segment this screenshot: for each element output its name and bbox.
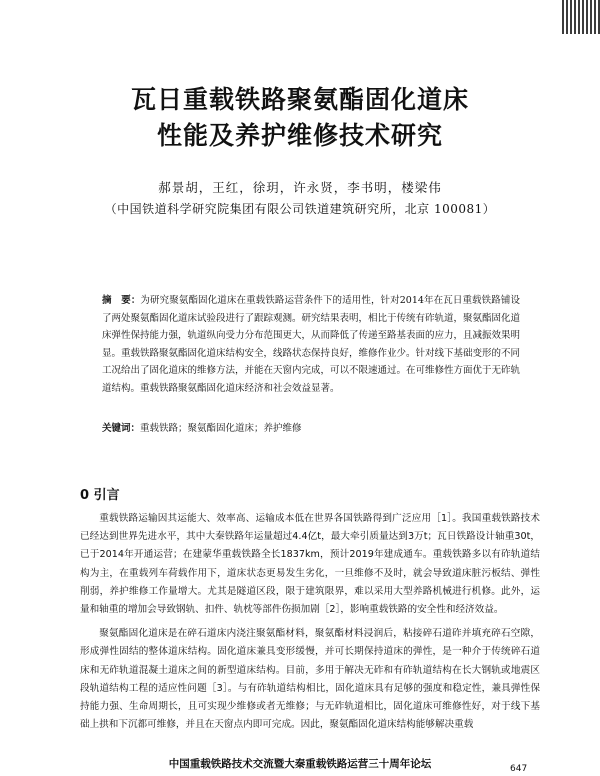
body-paragraph: 重载铁路运输因其运能大、效率高、运输成本低在世界各国铁路得到广泛应用［1］。我国重载铁路技术已经达到世界先进水平，其中大秦铁路年运量超过4.4亿t，最大牵引质量达到3万t；瓦日铁路设计轴重30t，已于2014年开通运营；在建蒙华重载铁路全长1837km，预计2019年建成通车。重载铁路多以有砟轨道结构为主，在重载列车荷载作用下，道床状态更易发生劣化，一旦维修不及时，就会导致道床脏污板结、弹性削弱，养护维修工作量增大。尤其是隧道区段，限于建筑限界，难以采用大型养路机械进行机修。此外，运量和轴重的增加会导致钢轨、扣件、轨枕等部件伤损加剧［2］，影响重载铁路的安全性和经济效益。 <box>80 513 540 616</box>
keywords-text: 重载铁路；聚氨酯固化道床；养护维修 <box>140 423 302 434</box>
body-paragraph: 聚氨酯固化道床是在碎石道床内浇注聚氨酯材料，聚氨酯材料浸润后，粘接碎石道砟并填充碎石空隙，形成弹性固结的整体道床结构。固化道床兼具变形缓慢，并可长期保持道床的弹性，是一种介于传统碎石道床和无砟轨道混凝土道床之间的新型道床结构。目前，多用于解决无砟和有砟轨道结构在长大钢轨或地震区段轨道结构工程的适应性问题［3］。与有砟轨道结构相比，固化道床具有足够的强度和稳定性，兼具弹性保持能力强、生命周期长，且可实现少维修或者无维修；与无砟轨道相比，固化道床可维修性好，对于线下基础上拱和下沉都可维修，并且在天窗点内即可完成。因此，聚氨酯固化道床结构能够解决重载 <box>80 628 540 731</box>
abstract <box>102 292 520 397</box>
keywords-label: 关键词： <box>102 423 141 434</box>
abstract-label: 摘 要： <box>102 295 141 306</box>
keywords <box>102 421 520 437</box>
abstract-text: 为研究聚氨酯固化道床在重载铁路运营条件下的适用性，针对2014年在瓦日重载铁路铺设了两处聚氨酯固化道床试验段进行了跟踪观测。研究结果表明，相比于传统有砟轨道，聚氨酯固化道床弹性保持能力强，轨道纵向受力分布范围更大，从而降低了传递至路基表面的应力，且减振效果明显。重载铁路聚氨酯固化道床结构安全，线路状态保持良好，维修作业少。针对线下基础变形的不同工况给出了固化道床的维修方法，并能在天窗内完成，可以不限速通过。在可维修性方面优于无砟轨道结构。重载铁路聚氨酯固化道床经济和社会效益显著。 <box>102 295 521 394</box>
page-footer: 中国重载铁路技术交流暨大秦重载铁路运营三十周年论坛 <box>168 758 432 770</box>
body-text <box>80 510 540 740</box>
section-heading-introduction: 0 引言 <box>80 488 120 503</box>
paper-title-line-2: 性能及养护维修技术研究 <box>156 121 443 150</box>
author-affiliation: （中国铁道科学研究院集团有限公司铁道建筑研究所，北京 100081） <box>104 202 496 216</box>
page-number: 647 <box>510 764 528 774</box>
scan-edge-mark <box>562 0 600 34</box>
author-list: 郝景胡，王红，徐玥，许永贤，李书明，楼梁伟 <box>158 180 442 195</box>
paper-title-line-1: 瓦日重载铁路聚氨酯固化道床 <box>130 85 469 114</box>
